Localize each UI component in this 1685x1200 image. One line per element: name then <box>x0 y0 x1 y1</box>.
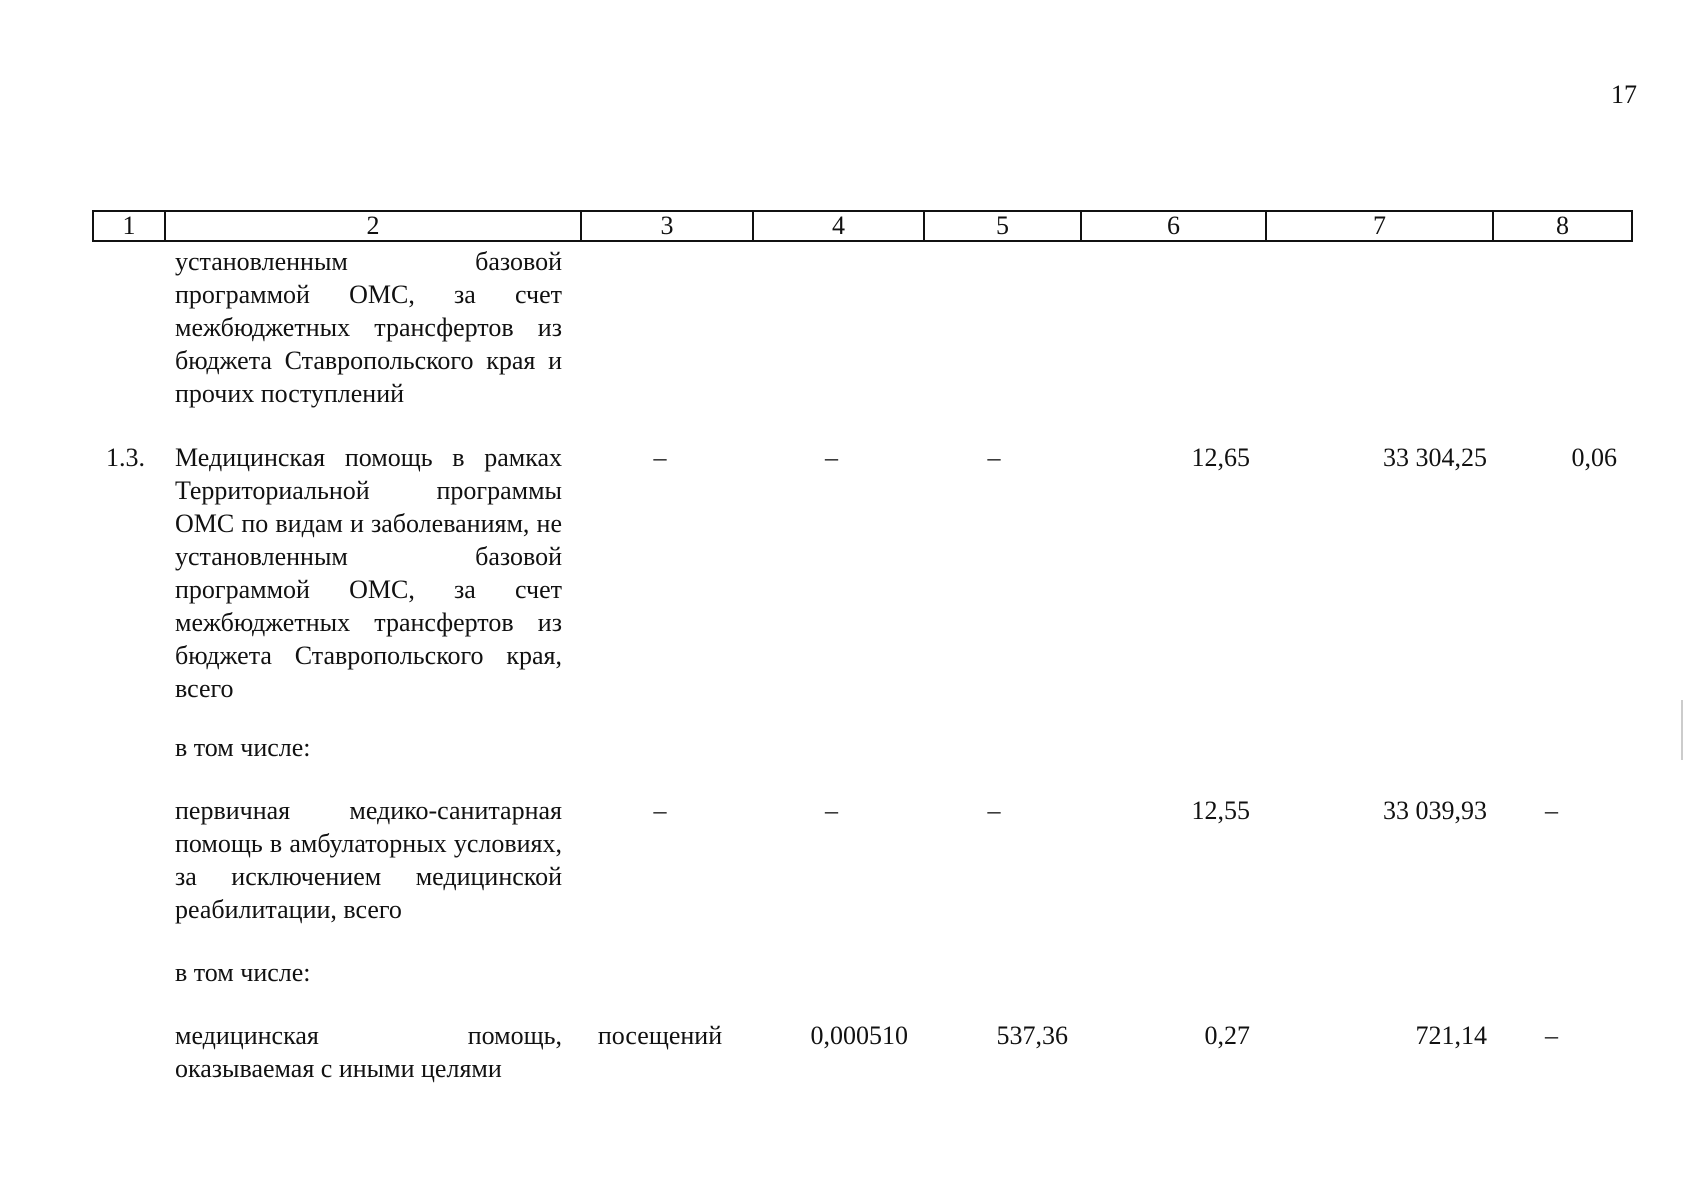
row-col4: – <box>825 796 838 825</box>
header-cell-4: 4 <box>754 212 925 240</box>
row-number: 1.3. <box>106 443 145 472</box>
row-col6: 12,65 <box>1191 443 1250 472</box>
row-description: в том числе: <box>175 958 311 987</box>
row-description: в том числе: <box>175 733 311 762</box>
row-col7: 33 039,93 <box>1383 796 1487 825</box>
header-cell-8: 8 <box>1556 211 1569 240</box>
row-col6: 0,27 <box>1204 1021 1250 1050</box>
header-cell-1: 1 <box>94 212 166 240</box>
row-description: первичная медико-санитарная помощь в амбулаторных условиях, за исключением медицинской реабилитации, всего <box>175 796 562 924</box>
header-cell-7: 7 <box>1267 212 1494 240</box>
row-col8: – <box>1545 796 1558 825</box>
row-col8: 0,06 <box>1571 443 1617 472</box>
row-col5: – <box>987 443 1001 472</box>
row-unit: – <box>653 796 667 825</box>
row-col6: 12,55 <box>1191 796 1250 825</box>
header-cell-2: 2 <box>166 212 582 240</box>
row-col4: 0,000510 <box>810 1021 908 1050</box>
row-description: установленным базовой программой ОМС, за счет межбюджетных трансфертов из бюджета Ставропольского края и прочих поступлений <box>175 247 562 408</box>
row-unit: – <box>653 443 667 472</box>
row-col7: 33 304,25 <box>1383 443 1487 472</box>
row-description: Медицинская помощь в рамках Территориальной программы ОМС по видам и заболеваниям, не установленным базовой программой ОМС, за счет межбюджетных трансфертов из бюджета Ставропольского края, всего <box>175 443 562 703</box>
row-col5: 537,36 <box>996 1021 1068 1050</box>
header-cell-6: 6 <box>1082 212 1267 240</box>
scan-artifact <box>1681 700 1683 760</box>
row-unit: посещений <box>597 1021 723 1050</box>
header-cell-5: 5 <box>925 212 1082 240</box>
row-col4: – <box>825 443 838 472</box>
header-cell-3: 3 <box>582 212 754 240</box>
row-col5: – <box>987 796 1001 825</box>
page-number: 17 <box>1611 80 1637 109</box>
row-col8: – <box>1545 1021 1558 1050</box>
row-col7: 721,14 <box>1415 1021 1487 1050</box>
row-description: медицинская помощь, оказываемая с иными целями <box>175 1021 562 1083</box>
table-header <box>92 210 1633 242</box>
